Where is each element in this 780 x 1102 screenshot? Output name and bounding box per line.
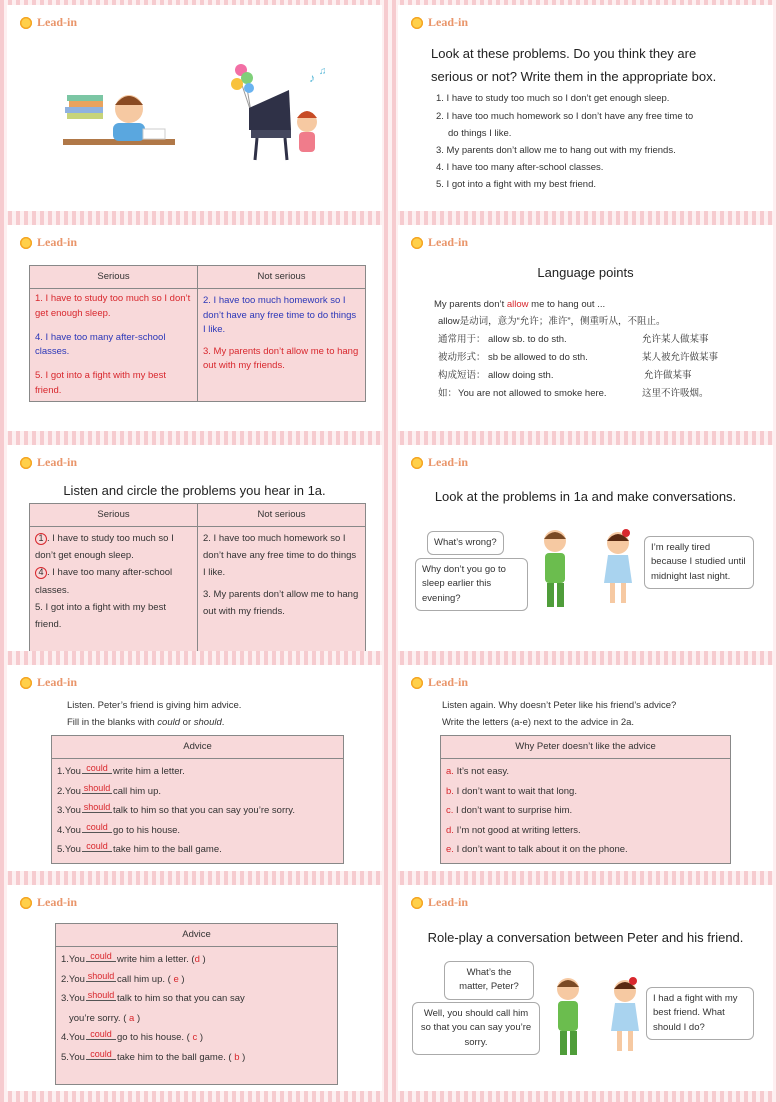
lead-in-label: Lead-in bbox=[19, 235, 77, 250]
boy-character bbox=[533, 527, 578, 612]
speech-bubble: Well, you should call him so that you can say you’re sorry. bbox=[412, 1002, 540, 1055]
girl-character bbox=[603, 977, 647, 1057]
column-header: Advice bbox=[56, 924, 338, 947]
advice-row: 5.You could take him to the ball game. bbox=[57, 841, 222, 856]
sun-icon bbox=[19, 16, 33, 30]
lead-in-label: Lead-in bbox=[410, 895, 468, 910]
answer-blank: could bbox=[86, 1030, 116, 1040]
advice-row: 4.You could go to his house. bbox=[57, 821, 181, 836]
advice-row: 3.You should talk to him so that you can say bbox=[61, 990, 245, 1005]
lead-in-label: Lead-in bbox=[19, 455, 77, 470]
table-cell: 1. I have to study too much so I don’t get enough sleep. bbox=[35, 293, 191, 319]
usage-pattern: allow doing sth. bbox=[488, 370, 554, 381]
slide-5 bbox=[7, 445, 382, 651]
instruction-line: Listen. Peter’s friend is giving him advice. bbox=[67, 700, 242, 711]
speech-bubble: What’s the matter, Peter? bbox=[444, 961, 534, 1000]
sun-icon bbox=[410, 676, 424, 690]
boy-studying-illustration bbox=[59, 83, 179, 155]
advice-row: 2.You should call him up. ( e ) bbox=[61, 970, 185, 985]
sun-icon bbox=[19, 236, 33, 250]
instruction-line: Write the letters (a-e) next to the advice in 2a. bbox=[442, 717, 635, 728]
advice-table bbox=[51, 735, 344, 864]
problem-item: 1. I have to study too much so I don’t get enough sleep. bbox=[436, 93, 670, 104]
slide-9 bbox=[7, 885, 382, 1091]
answer-blank: should bbox=[87, 990, 115, 1001]
table-cell: 2. I have too much homework so I don’t have any free time to do things I like. bbox=[203, 533, 357, 579]
slide-4 bbox=[398, 225, 773, 431]
problem-item: 5. I got into a fight with my best friend. bbox=[436, 179, 596, 190]
lead-in-label: Lead-in bbox=[410, 15, 468, 30]
answer-blank: could bbox=[82, 823, 112, 833]
lead-in-label: Lead-in bbox=[19, 15, 77, 30]
column-header: Serious bbox=[30, 504, 198, 527]
girl-piano-illustration bbox=[229, 60, 329, 165]
slide-2 bbox=[398, 5, 773, 211]
usage-pattern: allow sb. to do sth. bbox=[488, 334, 567, 345]
instruction-line: Listen again. Why doesn’t Peter like his friend’s advice? bbox=[442, 700, 677, 711]
table-cell: 4. I have too many after-school classes. bbox=[35, 331, 166, 357]
lead-in-label: Lead-in bbox=[19, 675, 77, 690]
table-cell: 3. My parents don’t allow me to hang out with my friends. bbox=[203, 346, 359, 372]
usage-label: 构成短语： bbox=[438, 370, 486, 381]
slide-10 bbox=[398, 885, 773, 1091]
svg-text:♫: ♫ bbox=[319, 66, 327, 77]
lead-in-label: Lead-in bbox=[19, 895, 77, 910]
boy-character bbox=[546, 975, 591, 1060]
advice-row: 1.You could write him a letter. bbox=[57, 763, 185, 778]
usage-label: 被动形式： bbox=[438, 352, 486, 363]
answer-blank: could bbox=[86, 952, 116, 962]
slide-heading: Look at the problems in 1a and make conversations. bbox=[434, 489, 737, 504]
definition-line: allow是动词，意为“允许；准许”，侧重听从，不阻止。 bbox=[438, 316, 666, 327]
table-cell: 2. I have too much homework so I don’t have any free time to do things I like. bbox=[203, 295, 357, 335]
usage-label: 如： bbox=[438, 388, 458, 399]
table-cell: 4 . I have too many after-school classes. bbox=[35, 567, 173, 596]
usage-meaning: 这里不许吸烟。 bbox=[642, 388, 709, 399]
usage-pattern: sb be allowed to do sth. bbox=[488, 352, 588, 363]
column-header: Not serious bbox=[198, 504, 366, 527]
sun-icon bbox=[410, 16, 424, 30]
reason-row: c. I don’t want to surprise him. bbox=[446, 805, 573, 817]
circled-number: 4 bbox=[35, 567, 47, 579]
speech-bubble: I had a fight with my best friend. What should I do? bbox=[646, 987, 754, 1040]
reason-row: a. It’s not easy. bbox=[446, 766, 510, 778]
reason-row: e. I don’t want to talk about it on the phone. bbox=[446, 844, 628, 856]
column-header: Not serious bbox=[198, 266, 366, 289]
table-cell: 5. I got into a fight with my best friend. bbox=[35, 370, 166, 396]
advice-row: 3.You should talk to him so that you can say you’re sorry. bbox=[57, 802, 295, 817]
slide-1 bbox=[7, 5, 382, 211]
answer-blank: should bbox=[83, 802, 111, 813]
sun-icon bbox=[410, 896, 424, 910]
advice-answers-table bbox=[55, 923, 338, 1085]
reason-row: d. I’m not good at writing letters. bbox=[446, 824, 581, 836]
problems-table bbox=[29, 265, 366, 402]
slide-3 bbox=[7, 225, 382, 431]
usage-meaning: 允许做某事 bbox=[644, 370, 692, 381]
slide-8 bbox=[398, 665, 773, 871]
svg-text:♪: ♪ bbox=[309, 71, 315, 85]
circled-number: 1 bbox=[35, 533, 47, 545]
usage-meaning: 某人被允许做某事 bbox=[642, 352, 719, 363]
slide-7 bbox=[7, 665, 382, 871]
advice-row: 5.You could take him to the ball game. ( b ) bbox=[61, 1048, 246, 1063]
lead-in-label: Lead-in bbox=[410, 235, 468, 250]
usage-pattern: You are not allowed to smoke here. bbox=[458, 388, 607, 399]
speech-bubble: What’s wrong? bbox=[427, 531, 504, 555]
reason-row: b. I don’t want to wait that long. bbox=[446, 785, 577, 797]
table-cell: 5. I got into a fight with my best friend. bbox=[35, 601, 166, 630]
column-header: Why Peter doesn’t like the advice bbox=[441, 736, 731, 759]
slide-title: Language points bbox=[537, 265, 634, 280]
answer-blank: should bbox=[87, 970, 115, 981]
problem-item: 4. I have too many after-school classes. bbox=[436, 162, 604, 173]
slide-6 bbox=[398, 445, 773, 651]
advice-row: you’re sorry. ( a ) bbox=[69, 1012, 141, 1024]
sun-icon bbox=[19, 456, 33, 470]
usage-label: 通常用于： bbox=[438, 334, 486, 345]
slide-heading: Role-play a conversation between Peter and his friend. bbox=[427, 930, 744, 945]
example-sentence: My parents don’t allow me to hang out ... bbox=[434, 299, 606, 310]
slide-heading: Listen and circle the problems you hear in 1a. bbox=[63, 483, 326, 498]
answer-blank: could bbox=[82, 764, 112, 774]
sun-icon bbox=[410, 456, 424, 470]
advice-row: 1.You could write him a letter. (d ) bbox=[61, 951, 206, 966]
problem-item: 3. My parents don’t allow me to hang out with my friends. bbox=[436, 145, 676, 156]
column-header: Advice bbox=[52, 736, 344, 759]
answer-blank: could bbox=[86, 1050, 116, 1060]
answer-blank: should bbox=[83, 782, 111, 793]
slide-heading: serious or not? Write them in the appropriate box. bbox=[431, 69, 717, 84]
column-header: Serious bbox=[30, 266, 198, 289]
problems-table bbox=[29, 503, 366, 651]
advice-row: 2.You should call him up. bbox=[57, 782, 162, 797]
problem-item: do things I like. bbox=[448, 128, 512, 139]
sun-icon bbox=[19, 896, 33, 910]
lead-in-label: Lead-in bbox=[410, 675, 468, 690]
usage-meaning: 允许某人做某事 bbox=[642, 334, 709, 345]
problem-item: 2. I have too much homework so I don’t have any free time to bbox=[436, 111, 694, 122]
girl-character bbox=[596, 529, 640, 609]
sun-icon bbox=[410, 236, 424, 250]
instruction-line: Fill in the blanks with could or should. bbox=[67, 717, 225, 728]
speech-bubble: Why don’t you go to sleep earlier this evening? bbox=[415, 558, 528, 611]
table-cell: 1 . I have to study too much so I don’t get enough sleep. bbox=[35, 533, 174, 562]
speech-bubble: I’m really tired because I studied until midnight last night. bbox=[644, 536, 754, 589]
sun-icon bbox=[19, 676, 33, 690]
slide-heading: Look at these problems. Do you think they are bbox=[431, 46, 697, 61]
table-cell: 3. My parents don’t allow me to hang out with my friends. bbox=[203, 588, 359, 617]
advice-row: 4.You could go to his house. ( c ) bbox=[61, 1029, 204, 1044]
reasons-table bbox=[440, 735, 731, 864]
answer-blank: could bbox=[82, 842, 112, 852]
lead-in-label: Lead-in bbox=[410, 455, 468, 470]
